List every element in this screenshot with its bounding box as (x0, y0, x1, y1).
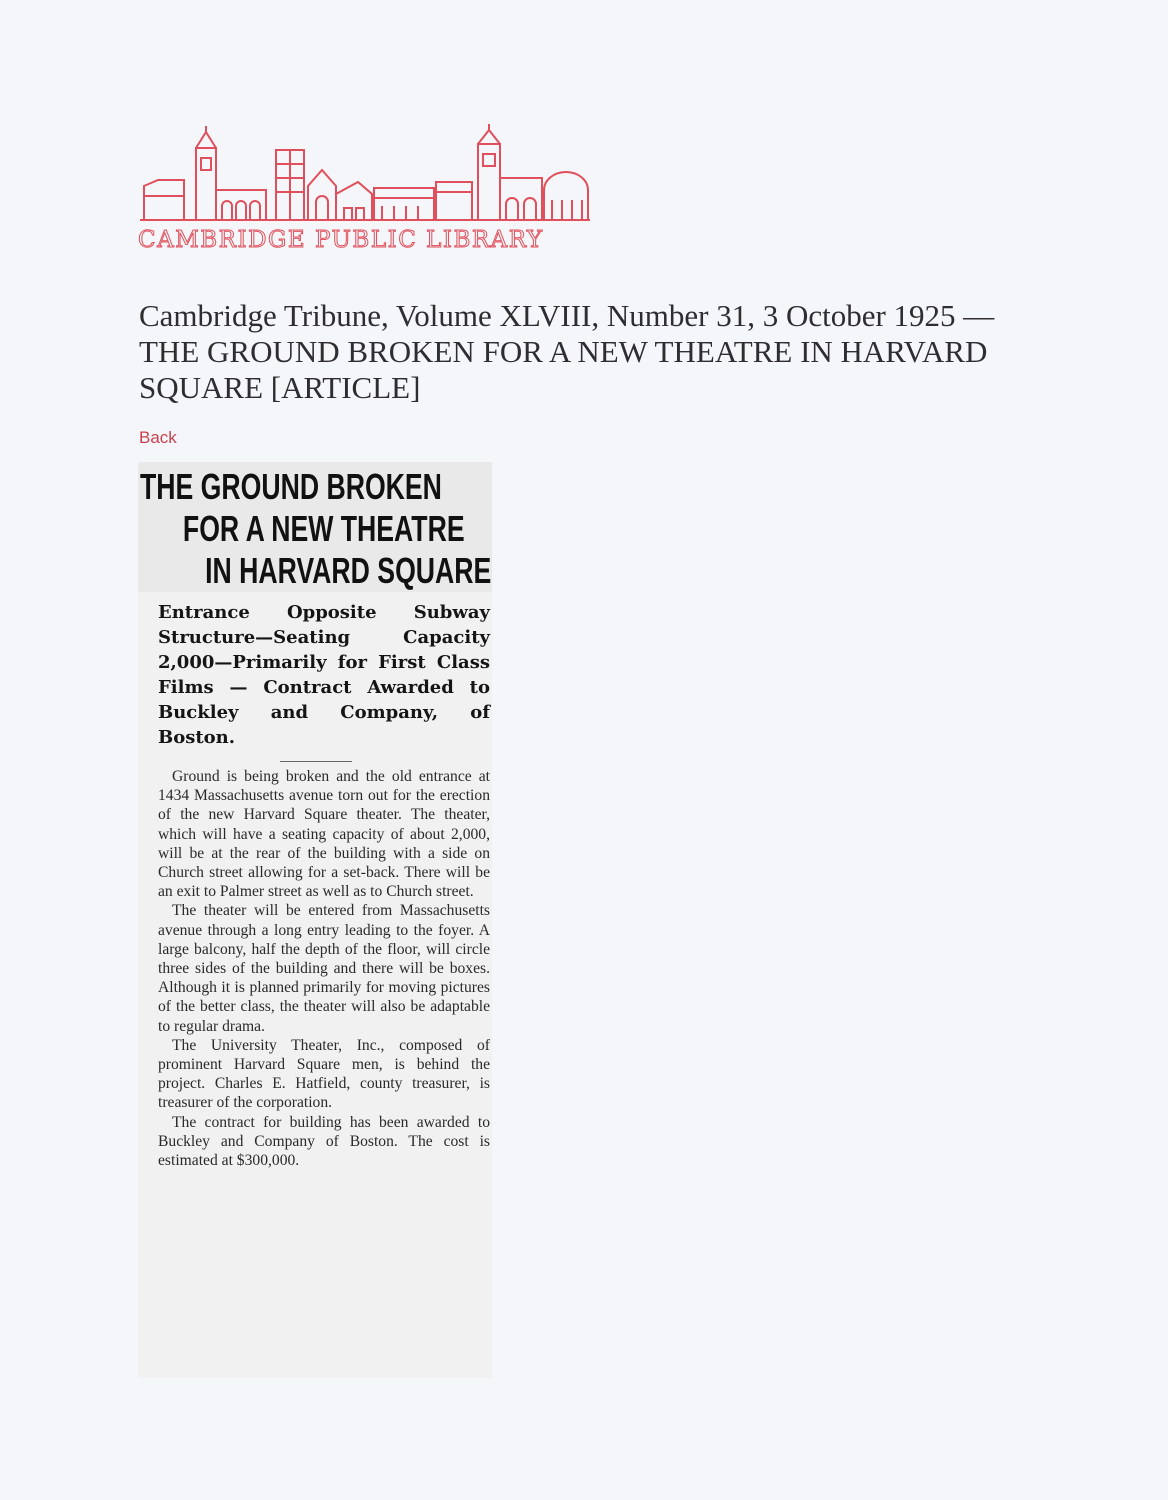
headline-line: THE GROUND BROKEN (140, 466, 442, 507)
back-link[interactable]: Back (139, 428, 177, 447)
library-skyline-icon (138, 124, 594, 222)
headline-line: FOR A NEW THEATRE (182, 508, 465, 549)
article-headline (140, 466, 492, 592)
article-paragraph: The University Theater, Inc., composed of prominent Harvard Square men, is behind the project. Charles E. Hatfield, county treasurer, is treasurer of the corporation. (158, 1036, 490, 1112)
newspaper-clipping (138, 462, 492, 1378)
page-title: Cambridge Tribune, Volume XLVIII, Number 31, 3 October 1925 — THE GROUND BROKEN FOR A NEW THEATRE IN HARVARD SQUARE [ARTICLE] (139, 298, 995, 405)
divider (280, 761, 352, 762)
article-paragraph: The theater will be entered from Massachusetts avenue through a long entry leading to the foyer. A large balcony, half the depth of the floor, will circle three sides of the building and there will be boxes. Although it is planned primarily for moving pictures of the better class, the theater will also be adaptable to regular drama. (158, 902, 490, 1035)
article-body (158, 767, 490, 1170)
article-paragraph: The contract for building has been awarded to Buckley and Company of Boston. The cost is estimated at $300,000. (158, 1113, 490, 1170)
article-paragraph: Ground is being broken and the old entrance at 1434 Massachusetts avenue torn out for the erection of the new Harvard Square theater. The theater, which will have a seating capacity of about 2,000, will be at the rear of the building with a side on Church street allowing for a set-back. There will be an exit to Palmer street as well as to Church street. (158, 768, 490, 901)
headline-line: IN HARVARD SQUARE (205, 550, 492, 591)
library-logo[interactable] (138, 124, 594, 254)
article-subhead: Entrance Opposite Subway Structure—Seating Capacity 2,000—Primarily for First Class Films — Contract Awarded to Buckley and Company, of Boston. (158, 602, 490, 748)
library-name: CAMBRIDGE PUBLIC LIBRARY (138, 227, 544, 253)
